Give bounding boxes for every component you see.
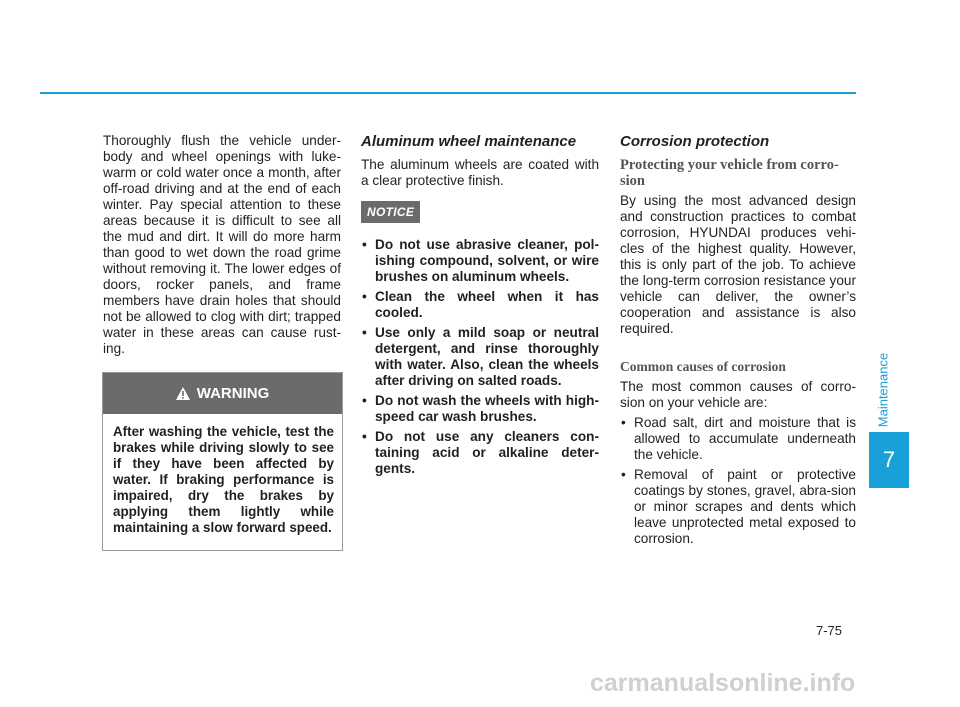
column-left (103, 133, 341, 357)
list-item: • Road salt, dirt and moisture that is allowed to accumulate underneath the vehicle. (620, 415, 856, 463)
warning-triangle-icon (176, 387, 190, 400)
chapter-tab: 7 (869, 432, 909, 488)
protecting-subheading: Protecting your vehicle from corro-sion (620, 157, 839, 189)
causes-list (620, 415, 856, 547)
list-item: • Removal of paint or protective coatings by stones, gravel, abra-sion or minor scrapes and dents which leave unprotected metal exposed to corrosion. (620, 467, 856, 547)
page-number: 7-75 (816, 623, 843, 638)
warning-text: After washing the vehicle, test the brakes while driving slowly to see if they have been affected by water. If braking performance is impaired, dry the brakes by applying them lightly while maintaining a slow forward speed. (113, 424, 334, 535)
corrosion-heading: Corrosion protection (620, 133, 770, 150)
warning-title: WARNING (196, 385, 270, 402)
header-rule (40, 92, 856, 94)
causes-intro: The most common causes of corro-sion on your vehicle are: (620, 379, 856, 410)
warning-header (103, 373, 342, 414)
notice-badge: NOTICE (361, 201, 420, 223)
list-item: • Do not use abrasive cleaner, pol-ishing compound, solvent, or wire brushes on aluminum wheels. (361, 237, 599, 285)
causes-subheading: Common causes of corrosion (620, 359, 786, 374)
watermark: carmanualsonline.info (590, 669, 856, 697)
flush-paragraph: Thoroughly flush the vehicle under-body and wheel openings with luke-warm or cold water once a month, after off-road driving and at the end of each winter. Pay special attention to these areas because it is difficult to see all the mud and dirt. It will do more harm than good to wet down the road grime without removing it. The lower edges of doors, rocker panels, and frame members have drain holes that should not be allowed to clog with dirt; trapped water in these areas can cause rust-ing. (103, 133, 341, 356)
aluminum-wheel-heading: Aluminum wheel maintenance (361, 133, 577, 150)
section-label-text: Maintenance (875, 352, 891, 428)
protecting-paragraph: By using the most advanced design and construction practices to combat corrosion, HYUNDAI produces vehi-cles of the highest quality. However, this is only part of the job. To achieve the long-term corrosion resistance your vehicle can deliver, the owner’s cooperation and assistance is also required. (620, 193, 856, 336)
column-middle (361, 133, 599, 481)
list-item: • Clean the wheel when it has cooled. (361, 289, 599, 321)
list-item: • Use only a mild soap or neutral detergent, and rinse thoroughly with water. Also, clean the wheels after driving on salted roads. (361, 325, 599, 389)
notice-list (361, 237, 599, 477)
warning-box (102, 372, 343, 551)
list-item: • Do not use any cleaners con-taining acid or alkaline deter-gents. (361, 429, 599, 477)
list-item: • Do not wash the wheels with high-speed car wash brushes. (361, 393, 599, 425)
section-side-label (872, 352, 894, 428)
column-right (620, 133, 856, 551)
aluminum-intro: The aluminum wheels are coated with a clear protective finish. (361, 157, 599, 188)
